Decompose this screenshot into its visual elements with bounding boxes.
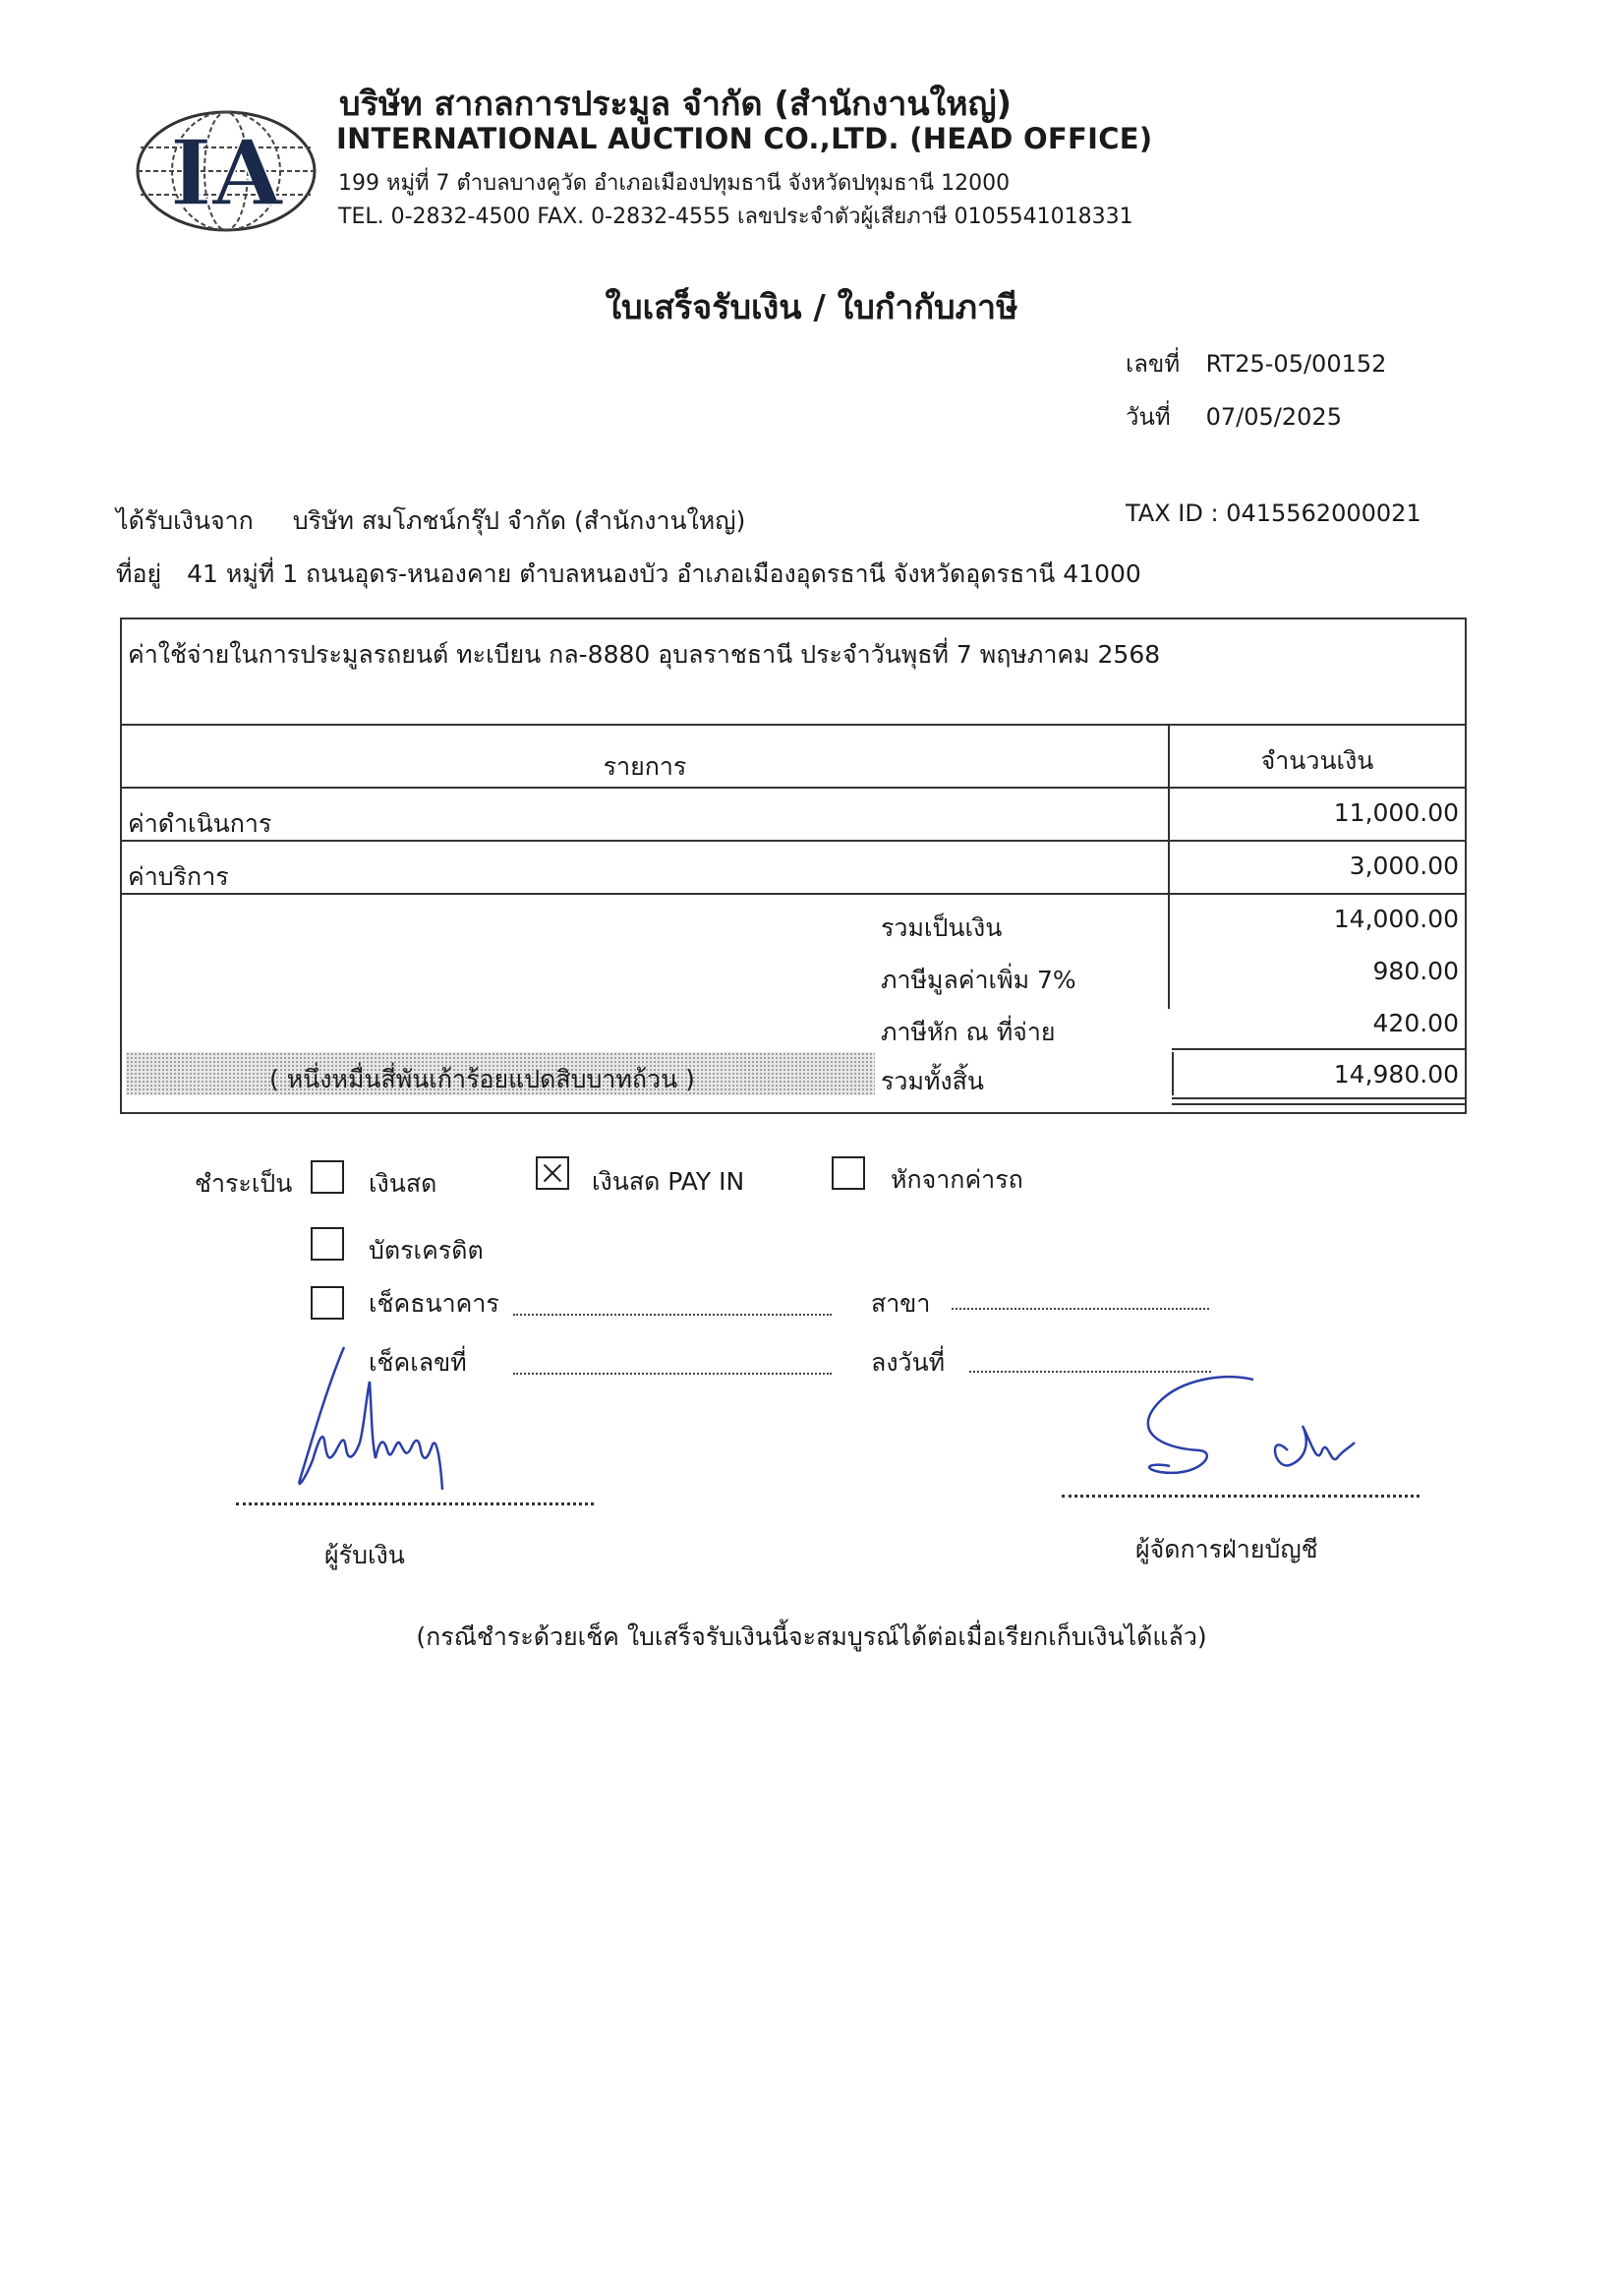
table-row-amount: 11,000.00 xyxy=(1333,798,1459,827)
cash-checkbox[interactable] xyxy=(311,1160,344,1194)
subtotal-amount: 14,000.00 xyxy=(1333,905,1459,933)
company-contact: TEL. 0-2832-4500 FAX. 0-2832-4555 เลขประจำตัวผู้เสียภาษี 0105541018331 xyxy=(338,205,1133,229)
manager-signature xyxy=(1121,1372,1376,1500)
branch-field[interactable] xyxy=(952,1308,1209,1310)
cheque-no-label: เช็คเลขที่ xyxy=(369,1348,467,1377)
total-label: รวมทั้งสิ้น xyxy=(881,1067,984,1095)
doc-date-label: วันที่ xyxy=(1126,403,1171,431)
total-amount: 14,980.00 xyxy=(1333,1060,1459,1089)
customer-tax-id: TAX ID : 0415562000021 xyxy=(1126,500,1421,527)
subtotal-label: รวมเป็นเงิน xyxy=(881,913,1003,942)
table-description: ค่าใช้จ่ายในการประมูลรถยนต์ ทะเบียน กล-8880 อุบลราชธานี ประจำวันพุธที่ 7 พฤษภาคม 2568 xyxy=(128,640,1161,669)
cheque-date-label: ลงวันที่ xyxy=(871,1348,946,1377)
doc-number: RT25-05/00152 xyxy=(1205,350,1387,378)
table-row-amount: 3,000.00 xyxy=(1349,852,1459,880)
branch-label: สาขา xyxy=(871,1289,931,1318)
cheque-no-field[interactable] xyxy=(513,1373,832,1375)
deduct-car-checkbox[interactable] xyxy=(832,1156,865,1190)
company-address: 199 หมู่ที่ 7 ตำบลบางคูวัด อำเภอเมืองปทุมธานี จังหวัดปทุมธานี 12000 xyxy=(338,171,1011,196)
customer-name: บริษัท สมโภชน์กรุ๊ป จำกัด (สำนักงานใหญ่) xyxy=(292,506,746,535)
cash-payin-label: เงินสด PAY IN xyxy=(592,1167,745,1196)
payment-label: ชำระเป็น xyxy=(195,1169,293,1198)
footer-note: (กรณีชำระด้วยเช็ค ใบเสร็จรับเงินนี้จะสมบูรณ์ได้ต่อเมื่อเรียกเก็บเงินได้แล้ว) xyxy=(416,1622,1207,1651)
customer-address-row xyxy=(116,555,1141,594)
bank-cheque-checkbox[interactable] xyxy=(311,1286,344,1320)
credit-card-label: บัตรเครดิต xyxy=(369,1236,484,1265)
doc-date-row xyxy=(1126,397,1342,436)
vat-label: ภาษีมูลค่าเพิ่ม 7% xyxy=(881,966,1076,994)
total-words: ( หนึ่งหมื่นสี่พันเก้าร้อยแปดสิบบาทถ้วน ) xyxy=(269,1065,695,1093)
cash-label: เงินสด xyxy=(369,1169,437,1198)
table-row-item: ค่าดำเนินการ xyxy=(128,809,272,838)
received-from-label: ได้รับเงินจาก xyxy=(116,506,254,535)
wht-label: ภาษีหัก ณ ที่จ่าย xyxy=(881,1018,1056,1046)
document-title: ใบเสร็จรับเงิน / ใบกำกับภาษี xyxy=(605,288,1018,327)
logo-text: IA xyxy=(169,120,283,226)
wht-amount: 420.00 xyxy=(1372,1009,1459,1037)
receiver-signature xyxy=(285,1342,482,1509)
company-name-th: บริษัท สากลการประมูล จำกัด (สำนักงานใหญ่) xyxy=(339,85,1013,124)
customer-address-label: ที่อยู่ xyxy=(116,559,162,588)
doc-number-label: เลขที่ xyxy=(1126,350,1181,378)
bank-cheque-label: เช็คธนาคาร xyxy=(369,1289,499,1318)
customer-address: 41 หมู่ที่ 1 ถนนอุดร-หนองคาย ตำบลหนองบัว อำเภอเมืองอุดรธานี จังหวัดอุดรธานี 41000 xyxy=(187,559,1141,588)
received-from-row xyxy=(116,501,745,541)
receiver-label: ผู้รับเงิน xyxy=(324,1541,405,1569)
deduct-car-label: หักจากค่ารถ xyxy=(891,1165,1023,1194)
cash-payin-checkbox[interactable] xyxy=(536,1156,569,1190)
col-item-header: รายการ xyxy=(603,752,687,781)
company-logo xyxy=(133,106,319,236)
company-name-en: INTERNATIONAL AUCTION CO.,LTD. (HEAD OFFICE) xyxy=(336,122,1153,155)
credit-card-checkbox[interactable] xyxy=(311,1227,344,1261)
col-amount-header: จำนวนเงิน xyxy=(1260,746,1374,775)
vat-amount: 980.00 xyxy=(1372,957,1459,985)
manager-label: ผู้จัดการฝ่ายบัญชี xyxy=(1135,1535,1318,1563)
bank-cheque-field[interactable] xyxy=(513,1314,832,1316)
items-table xyxy=(120,618,1467,1114)
table-row-item: ค่าบริการ xyxy=(128,862,229,891)
doc-date: 07/05/2025 xyxy=(1205,403,1342,431)
doc-number-row xyxy=(1126,344,1386,383)
